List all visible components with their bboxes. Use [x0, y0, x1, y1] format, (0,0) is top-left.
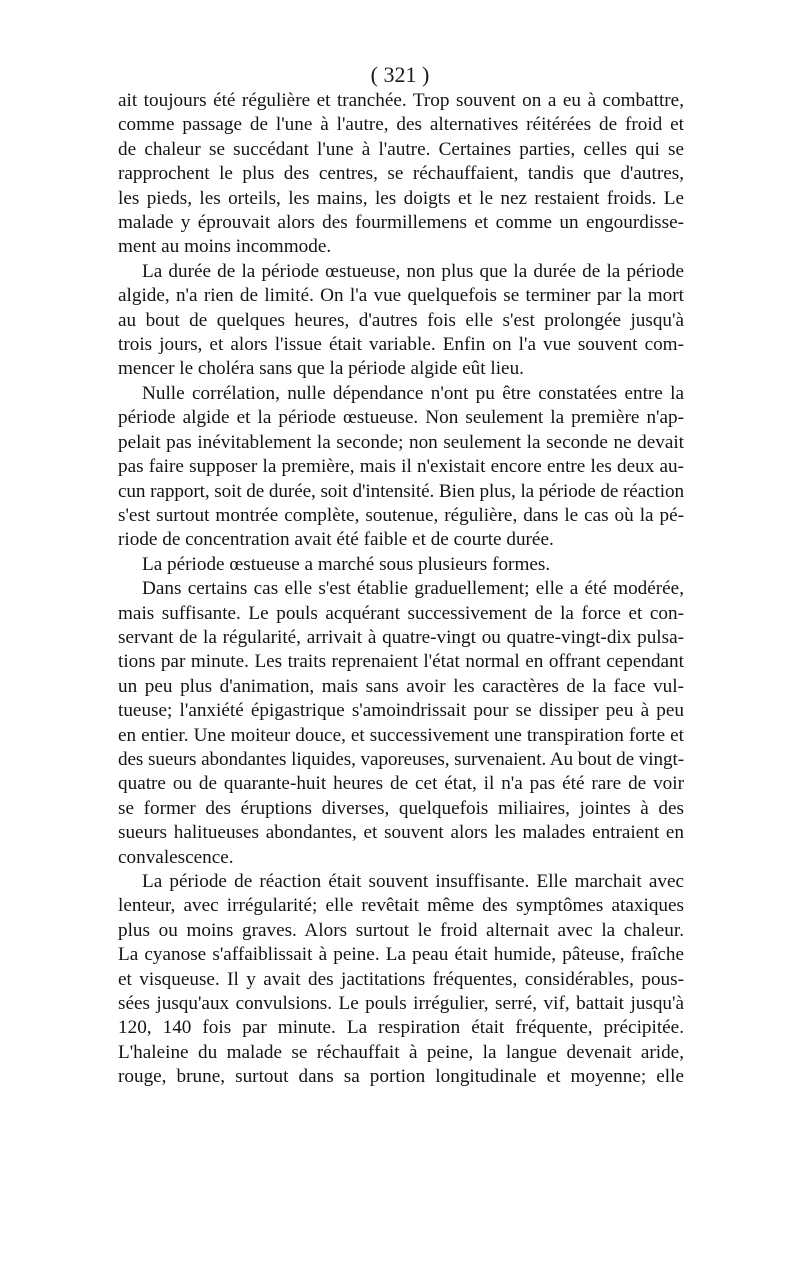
text-line: des sueurs abondantes liquides, vaporeuses, survenaient. Au bout de vingt- [118, 748, 684, 770]
text-line: convalescence. [118, 846, 234, 868]
paragraph-6 [118, 870, 684, 1090]
text-line: rapprochent le plus des centres, se réchauffaient, tandis que d'autres, [118, 163, 684, 185]
text-line: La durée de la période œstueuse, non plus que la durée de la période [142, 260, 684, 282]
text-line: cun rapport, soit de durée, soit d'intensité. Bien plus, la période de réaction [118, 480, 684, 502]
text-line: mais suffisante. Le pouls acquérant successivement de la force et con- [118, 602, 684, 624]
text-line: Dans certains cas elle s'est établie graduellement; elle a été modérée, [142, 578, 684, 600]
text-line: trois jours, et alors l'issue était variable. Enfin on l'a vue souvent com- [118, 334, 684, 356]
paragraph-2 [118, 260, 684, 382]
text-line: période algide et la période œstueuse. Non seulement la première n'ap- [118, 407, 684, 429]
text-line: ait toujours été régulière et tranchée. Trop souvent on a eu à combattre, [118, 90, 684, 111]
paragraph-4 [118, 553, 684, 577]
text-line: La période œstueuse a marché sous plusieurs formes. [142, 553, 551, 575]
text-line: se former des éruptions diverses, quelquefois miliaires, jointes à des [118, 797, 684, 819]
text-line: les pieds, les orteils, les mains, les doigts et le nez restaient froids. Le [118, 187, 684, 209]
page-number: ( 321 ) [370, 62, 430, 87]
paragraph-5 [118, 577, 684, 870]
text-line: La cyanose s'affaiblissait à peine. La peau était humide, pâteuse, fraîche [118, 944, 684, 966]
text-line: un peu plus d'animation, mais sans avoir les caractères de la face vul- [118, 675, 684, 697]
paragraph-1 [118, 89, 684, 260]
text-line: sueurs halitueuses abondantes, et souvent alors les malades entraient en [118, 822, 684, 844]
text-line: pas faire supposer la première, mais il n'existait encore entre les deux au- [118, 456, 684, 478]
text-line: comme passage de l'une à l'autre, des alternatives réitérées de froid et [118, 114, 684, 136]
text-line: L'haleine du malade se réchauffait à peine, la langue devenait aride, [118, 1041, 684, 1063]
text-line: et visqueuse. Il y avait des jactitations fréquentes, considérables, pous- [118, 968, 684, 990]
text-line: pelait pas inévitablement la seconde; non seulement la seconde ne devait [118, 431, 684, 453]
text-line: sées jusqu'aux convulsions. Le pouls irrégulier, serré, vif, battait jusqu'à [118, 993, 684, 1015]
paragraph-3 [118, 382, 684, 553]
body-text [118, 89, 684, 1090]
text-line: 120, 140 fois par minute. La respiration était fréquente, précipitée. [118, 1017, 684, 1039]
text-line: tions par minute. Les traits reprenaient l'état normal en offrant cependant [118, 651, 684, 673]
text-line: La période de réaction était souvent insuffisante. Elle marchait avec [142, 871, 684, 892]
text-line: s'est surtout montrée complète, soutenue, régulière, dans le cas où la pé- [118, 504, 684, 526]
text-line: algide, n'a rien de limité. On l'a vue quelquefois se terminer par la mort [118, 285, 684, 307]
text-line: de chaleur se succédant l'une à l'autre. Certaines parties, celles qui se [118, 138, 684, 160]
text-line: riode de concentration avait été faible et de courte durée. [118, 529, 554, 551]
text-line: quatre ou de quarante-huit heures de cet état, il n'a pas été rare de voir [118, 773, 684, 795]
text-line: rouge, brune, surtout dans sa portion longitudinale et moyenne; elle [118, 1066, 684, 1088]
text-line: ment au moins incommode. [118, 236, 332, 258]
text-line: servant de la régularité, arrivait à quatre-vingt ou quatre-vingt-dix pulsa- [118, 626, 684, 648]
text-line: Nulle corrélation, nulle dépendance n'ont pu être constatées entre la [142, 382, 684, 404]
text-line: tueuse; l'anxiété épigastrique s'amoindrissait pour se dissiper peu à peu [118, 700, 684, 722]
text-line: malade y éprouvait alors des fourmillemens et comme un engourdisse- [118, 212, 684, 234]
text-line: en entier. Une moiteur douce, et successivement une transpiration forte et [118, 724, 684, 746]
text-line: plus ou moins graves. Alors surtout le froid alternait avec la chaleur. [118, 919, 684, 941]
text-line: mencer le choléra sans que la période algide eût lieu. [118, 358, 524, 380]
text-line: lenteur, avec irrégularité; elle revêtait même des symptômes ataxiques [118, 895, 684, 917]
text-line: au bout de quelques heures, d'autres fois elle s'est prolongée jusqu'à [118, 309, 684, 331]
